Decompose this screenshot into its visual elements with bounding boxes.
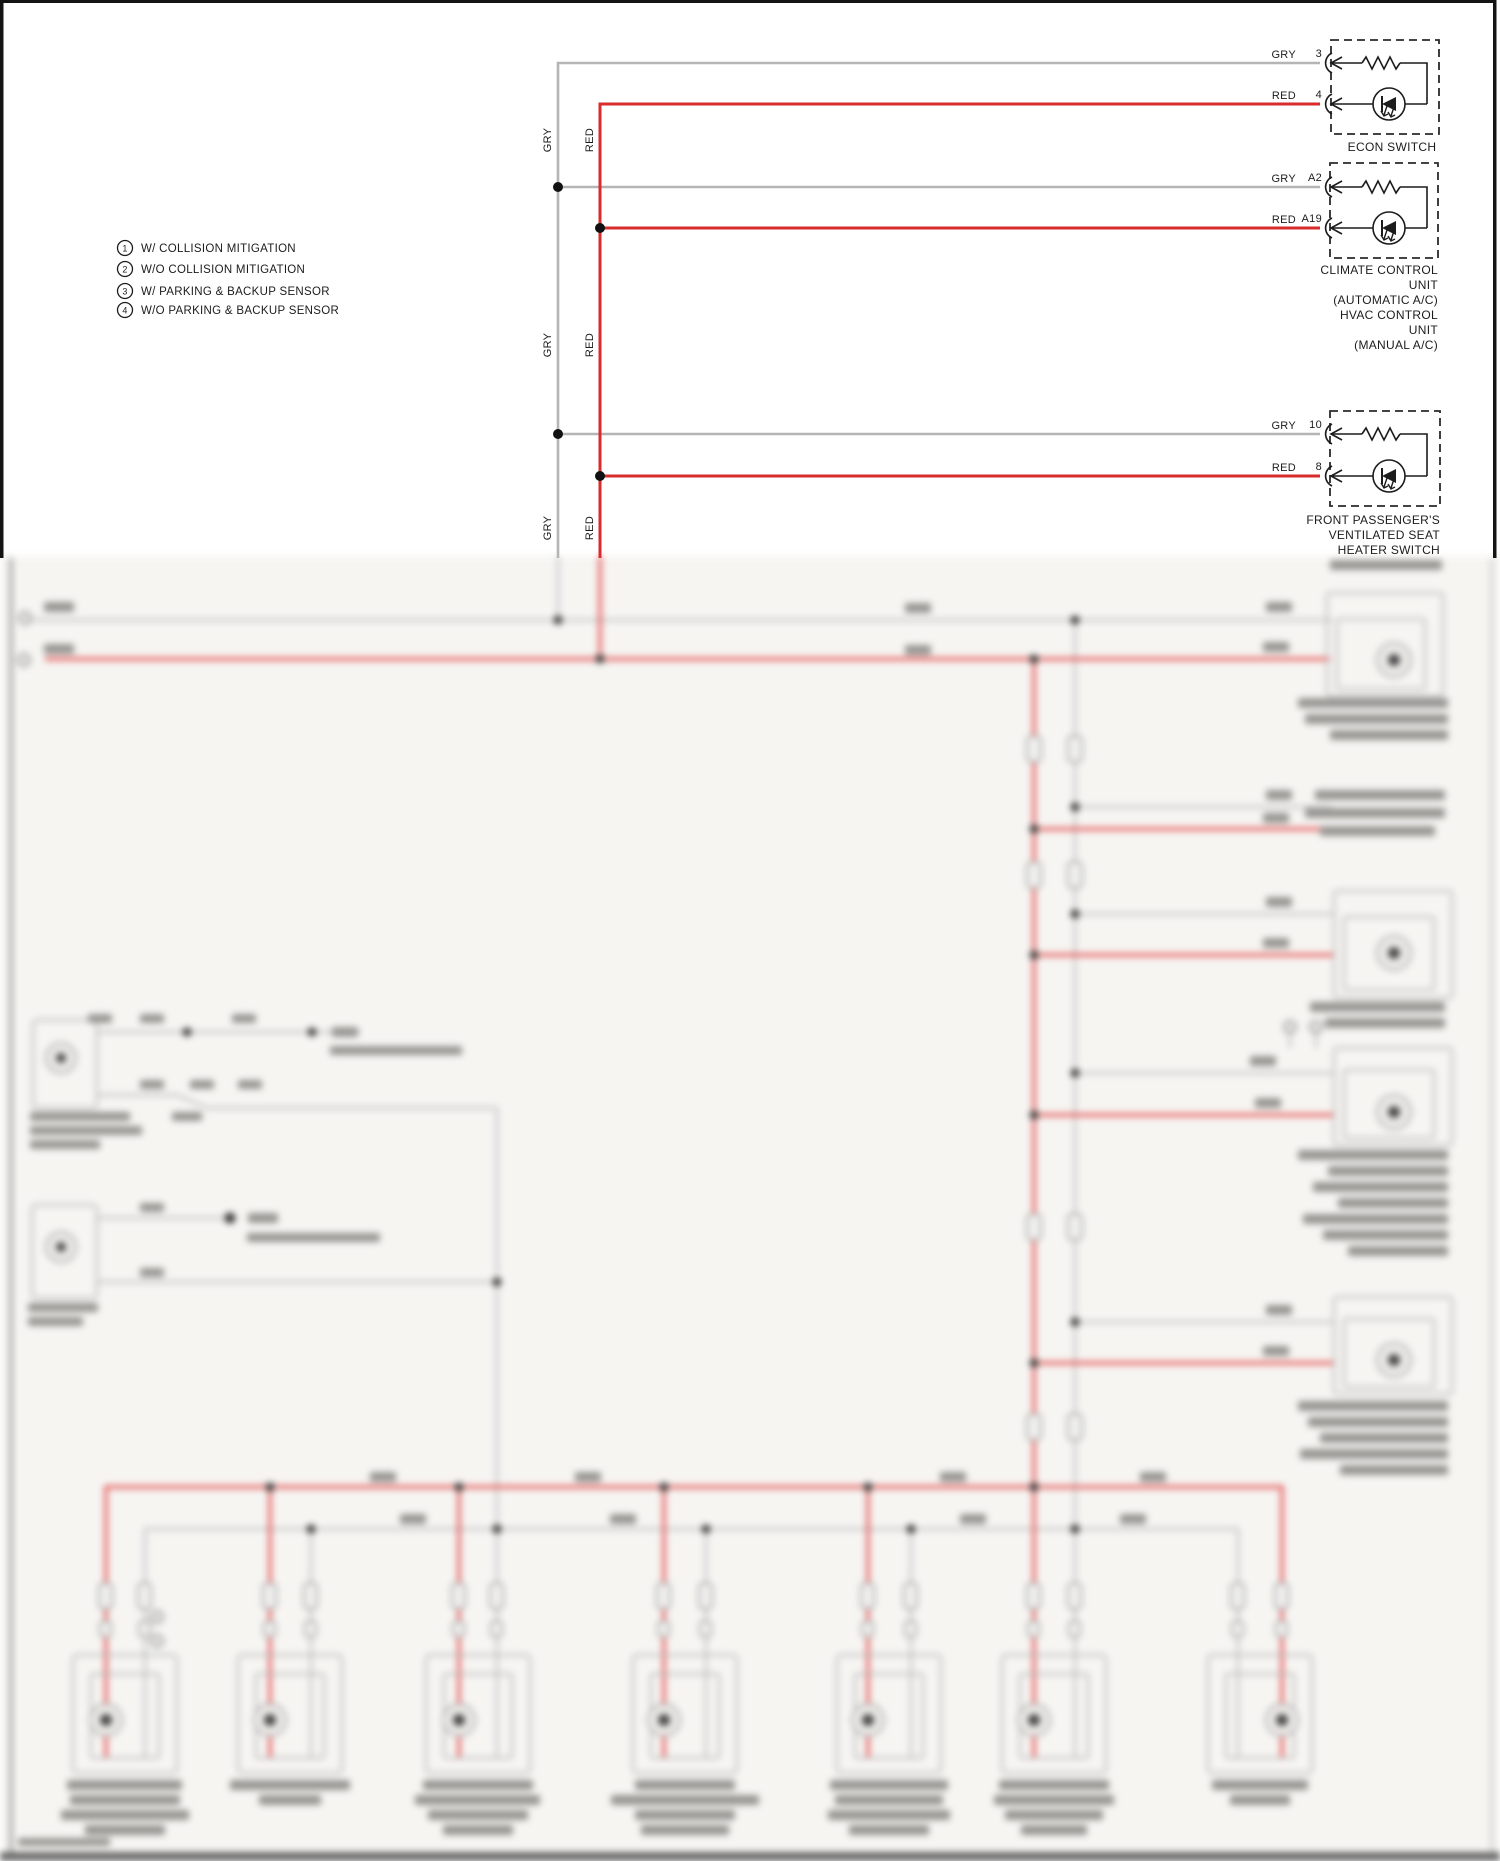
fp-gry-label: GRY [1271,420,1296,432]
fp-title-line2: VENTILATED SEAT [1328,528,1440,542]
fp-title-line1: FRONT PASSENGER'S [1306,513,1440,527]
climate-gry-label: GRY [1271,173,1296,185]
legend-num-3: 3 [122,286,128,297]
legend-item-1: W/ COLLISION MITIGATION [141,243,296,255]
gry-label-3: GRY [542,515,554,541]
fp-title-line3: HEATER SWITCH [1337,543,1440,557]
climate-title-line6: (MANUAL A/C) [1354,338,1438,352]
climate-control-unit [1271,163,1438,352]
climate-red-label: RED [1271,214,1296,226]
gry-label-2: GRY [542,332,554,358]
legend-num-4: 4 [122,305,128,316]
legend-item-4: W/O PARKING & BACKUP SENSOR [141,305,340,317]
gry-label-1: GRY [542,127,554,153]
climate-title-line4: HVAC CONTROL [1339,308,1438,322]
red-label-2: RED [584,332,596,358]
fp-red-label: RED [1271,462,1296,474]
fp-gry-pin: 10 [1309,419,1322,431]
red-label-3: RED [584,515,596,541]
legend-num-2: 2 [122,264,128,275]
climate-title-line2: UNIT [1408,278,1438,292]
wire-color-labels [542,127,596,540]
climate-title-line5: UNIT [1408,323,1438,337]
climate-title-line3: (AUTOMATIC A/C) [1333,293,1438,307]
econ-red-pin: 4 [1315,89,1322,101]
climate-control-title [1320,263,1438,352]
gry-wire [558,63,1320,558]
climate-title-line1: CLIMATE CONTROL [1320,263,1438,277]
page-border [0,0,1497,558]
legend-item-3: W/ PARKING & BACKUP SENSOR [141,286,330,298]
climate-gry-pin: A2 [1307,172,1322,184]
econ-switch-title: ECON SWITCH [1347,140,1437,154]
red-label-1: RED [584,127,596,153]
econ-switch [1271,40,1439,154]
fp-red-pin: 8 [1315,461,1322,473]
econ-gry-label: GRY [1271,49,1296,61]
red-wire [600,104,1320,558]
junction-dots [553,182,605,481]
legend-num-1: 1 [122,243,128,254]
front-passenger-title [1306,513,1440,557]
legend [118,241,340,318]
econ-gry-pin: 3 [1315,48,1322,60]
climate-red-pin: A19 [1301,213,1322,225]
legend-item-2: W/O COLLISION MITIGATION [141,264,306,276]
econ-red-label: RED [1271,90,1296,102]
